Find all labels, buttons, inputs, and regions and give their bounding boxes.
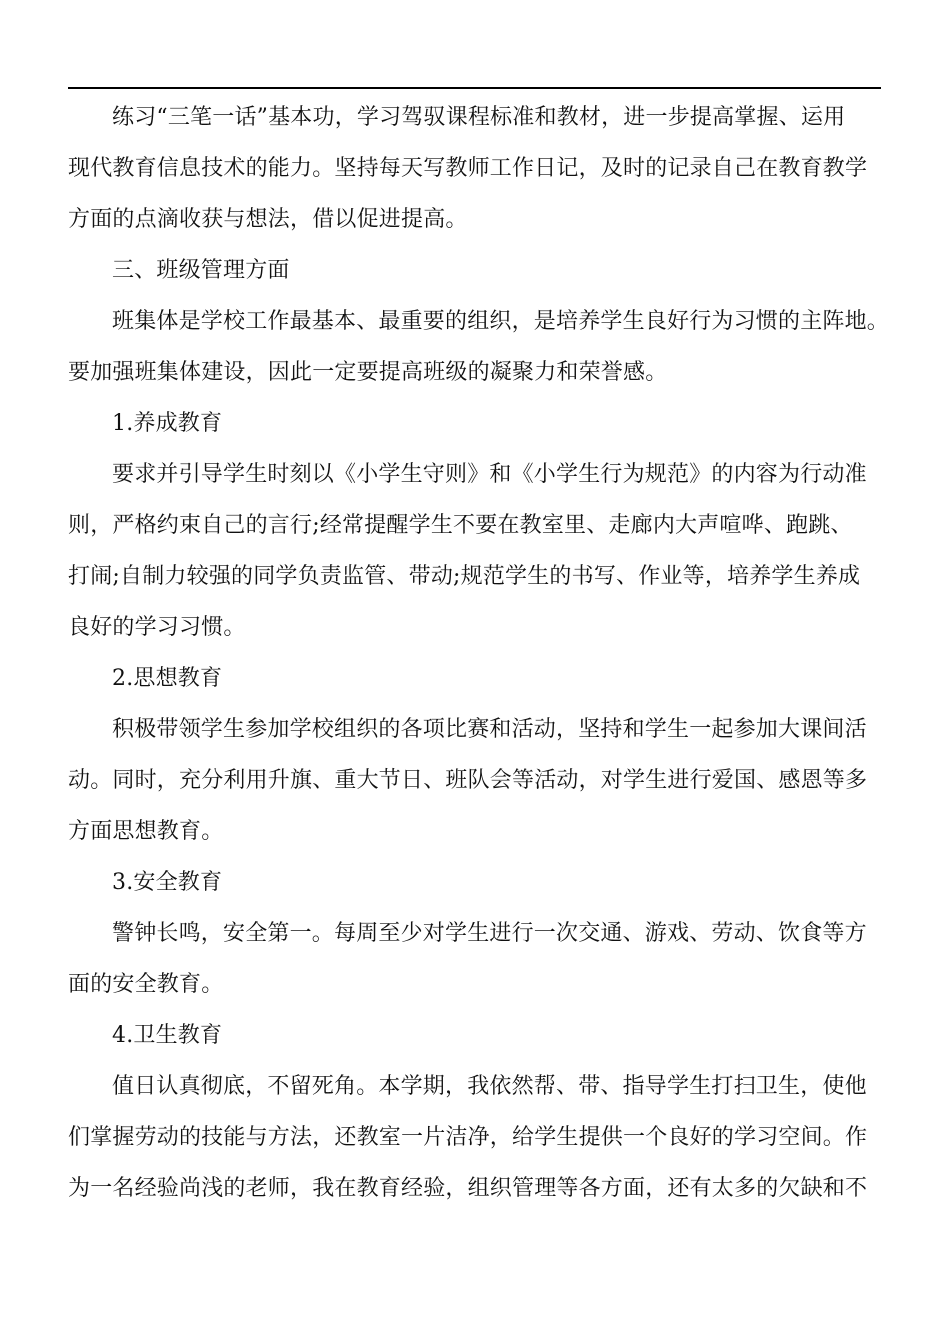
paragraph-line: 要加强班集体建设，因此一定要提高班级的凝聚力和荣誉感。 (68, 360, 668, 385)
section-heading: 三、班级管理方面 (112, 258, 290, 283)
paragraph-line: 班集体是学校工作最基本、最重要的组织，是培养学生良好行为习惯的主阵地。 (112, 309, 890, 334)
subsection-heading: 4.卫生教育 (112, 1023, 223, 1048)
paragraph-line: 打闹;自制力较强的同学负责监管、带动;规范学生的书写、作业等，培养学生养成 (68, 564, 861, 589)
paragraph-line: 现代教育信息技术的能力。坚持每天写教师工作日记，及时的记录自己在教育教学 (68, 156, 868, 181)
paragraph-line: 积极带领学生参加学校组织的各项比赛和活动，坚持和学生一起参加大课间活 (112, 717, 867, 742)
paragraph-line: 动。同时，充分利用升旗、重大节日、班队会等活动，对学生进行爱国、感恩等多 (68, 768, 868, 793)
paragraph-line: 方面的点滴收获与想法，借以促进提高。 (68, 207, 468, 232)
paragraph-line: 良好的学习习惯。 (68, 615, 246, 640)
document-body (68, 92, 890, 1214)
paragraph-line: 为一名经验尚浅的老师，我在教育经验，组织管理等各方面，还有太多的欠缺和不 (68, 1176, 868, 1201)
paragraph-line: 要求并引导学生时刻以《小学生守则》和《小学生行为规范》的内容为行动准 (112, 462, 867, 487)
header-rule (68, 87, 881, 89)
paragraph-line: 面的安全教育。 (68, 972, 224, 997)
paragraph-line: 练习“三笔一话”基本功，学习驾驭课程标准和教材，进一步提高掌握、运用 (112, 105, 846, 130)
paragraph-line: 们掌握劳动的技能与方法，还教室一片洁净，给学生提供一个良好的学习空间。作 (68, 1125, 868, 1150)
paragraph-line: 则，严格约束自己的言行;经常提醒学生不要在教室里、走廊内大声喧哗、跑跳、 (68, 513, 853, 538)
subsection-heading: 3.安全教育 (112, 870, 223, 895)
paragraph-line: 值日认真彻底，不留死角。本学期，我依然帮、带、指导学生打扫卫生，使他 (112, 1074, 867, 1099)
subsection-heading: 2.思想教育 (112, 666, 223, 691)
paragraph-line: 警钟长鸣，安全第一。每周至少对学生进行一次交通、游戏、劳动、饮食等方 (112, 921, 867, 946)
paragraph-line: 方面思想教育。 (68, 819, 224, 844)
subsection-heading: 1.养成教育 (112, 411, 223, 436)
